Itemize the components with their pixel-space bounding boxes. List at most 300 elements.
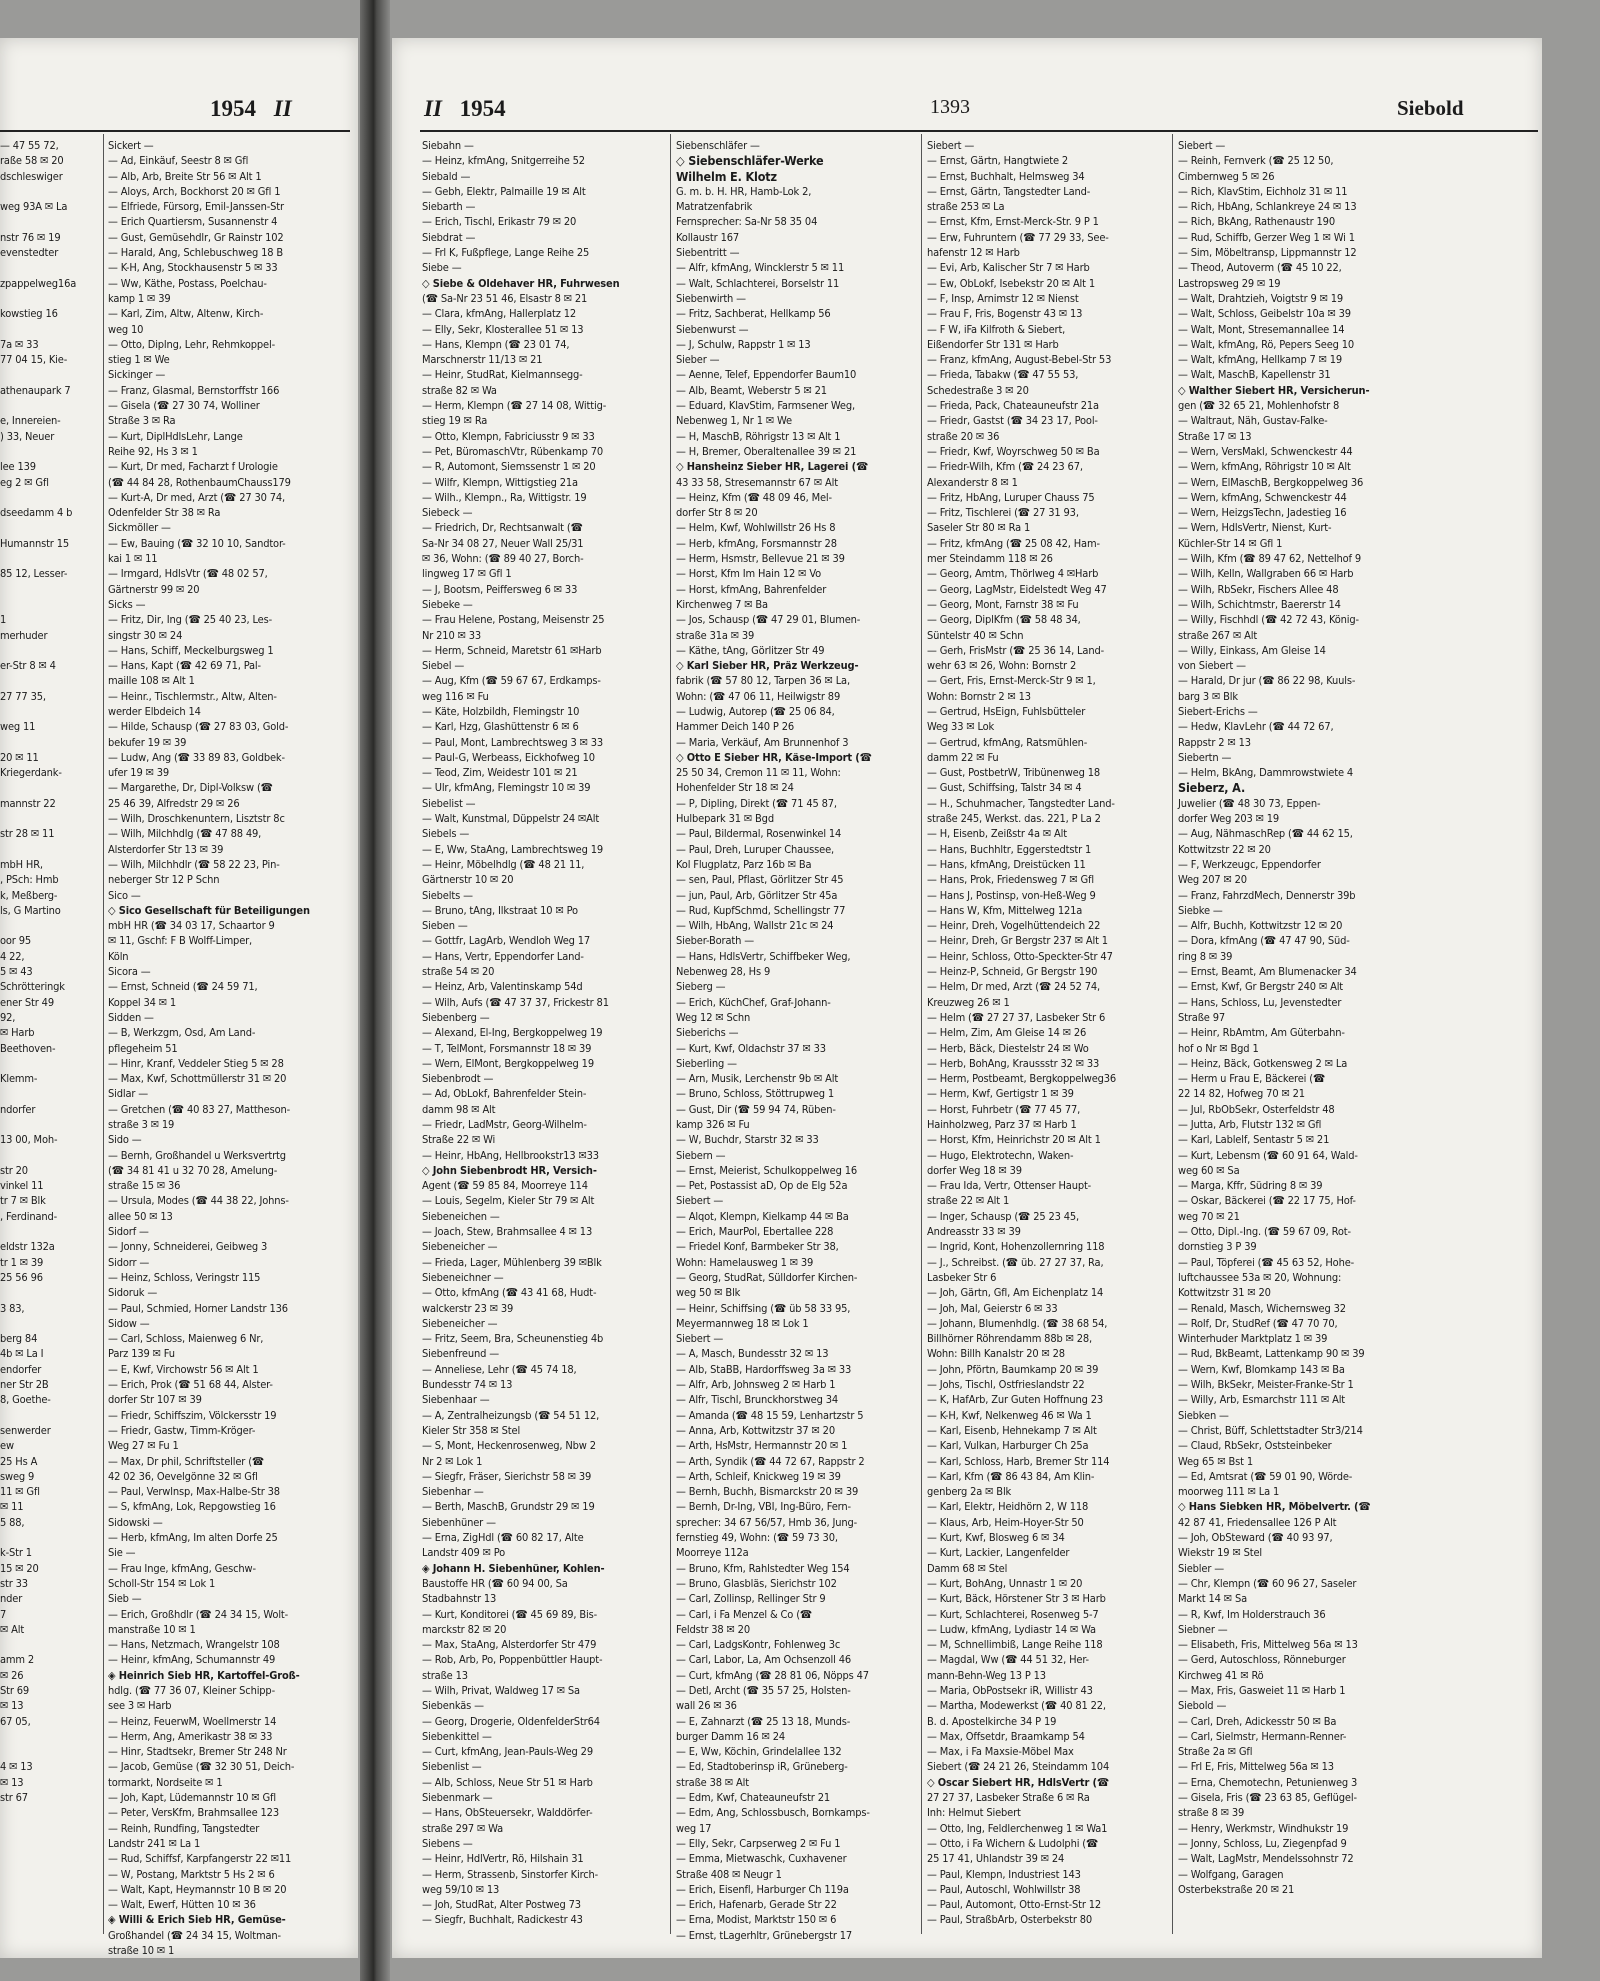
directory-line: — 47 55 72,: [0, 139, 59, 152]
right-page-header: [424, 96, 506, 122]
directory-line: — jun, Paul, Arb, Görlitzer Str 45a: [676, 888, 838, 902]
directory-line: — Ww, Käthe, Postass, Poelchau-: [108, 276, 267, 290]
directory-line: 25 Hs A: [0, 1454, 38, 1468]
directory-line: Sickmöller —: [108, 521, 171, 535]
directory-line: weg 10: [108, 322, 144, 336]
directory-line: Beethoven-: [0, 1041, 56, 1055]
directory-line: — Hugo, Elektrotechn, Waken-: [927, 1148, 1074, 1162]
directory-line: — Helm, Kwf, Wohlwillstr 26 Hs 8: [676, 521, 836, 535]
directory-line: [0, 520, 100, 535]
directory-line: — Helm, Dr med, Arzt (☎ 24 52 74,: [927, 980, 1101, 994]
directory-line: — Henry, Werkmstr, Windhukstr 19: [1178, 1821, 1349, 1835]
directory-line: — Rud, BkBeamt, Lattenkamp 90 ✉ 39: [1178, 1347, 1365, 1361]
directory-line: Marschnerstr 11/13 ✉ 21: [422, 353, 543, 367]
directory-line: — Fritz, Seem, Bra, Scheunenstieg 4b: [422, 1332, 604, 1346]
directory-line: Eißendorfer Str 131 ✉ Harb: [927, 337, 1059, 351]
directory-line: — Willy, Fischhdl (☎ 42 72 43, König-: [1178, 613, 1359, 627]
directory-line: — Fritz, HbAng, Luruper Chauss 75: [927, 490, 1095, 504]
directory-line: e, Innereien-: [0, 414, 61, 428]
directory-line: — Heinr, StudRat, Kielmannsegg-: [422, 368, 583, 382]
left-header-volume: II: [273, 96, 292, 121]
directory-line: damm 98 ✉ Alt: [422, 1102, 496, 1116]
directory-line: — Ad, ObLokf, Bahrenfelder Stein-: [422, 1087, 587, 1101]
directory-line: von Siebert —: [1178, 659, 1246, 673]
directory-line: — Wern, kfmAng, Schwenckestr 44: [1178, 490, 1347, 504]
directory-line: 1: [0, 613, 7, 627]
directory-line: Siebel —: [422, 659, 465, 673]
directory-line: kamp 326 ✉ Fu: [676, 1118, 750, 1131]
directory-line: [0, 735, 100, 750]
directory-line: Kieler Str 358 ✉ Stel: [422, 1423, 521, 1437]
directory-line: Agent (☎ 59 85 84, Moorreye 114: [422, 1179, 588, 1193]
directory-line: Siebenkittel —: [422, 1729, 492, 1743]
directory-line: mannstr 22: [0, 796, 56, 810]
directory-line: ◈ Willi & Erich Sieb HR, Gemüse-: [108, 1913, 286, 1927]
directory-line: ✉ 26: [0, 1668, 24, 1682]
directory-line: dorfer Weg 18 ✉ 39: [927, 1163, 1022, 1177]
directory-line: — Heinr, Dreh, Vogelhüttendeich 22: [927, 919, 1101, 933]
right-column-4: [1178, 138, 1428, 1938]
directory-line: Sido —: [108, 1133, 142, 1147]
directory-line: Sidden —: [108, 1010, 154, 1024]
directory-line: [0, 551, 100, 566]
directory-line: — Otto, i Fa Wichern & Ludolphi (☎: [927, 1836, 1099, 1850]
directory-line: Landstr 409 ✉ Po: [422, 1546, 506, 1560]
directory-line: [0, 367, 100, 382]
directory-line: Kirchenweg 7 ✉ Ba: [676, 597, 768, 611]
directory-line: Weg 12 ✉ Schn: [676, 1010, 751, 1024]
directory-line: — Gottfr, LagArb, Wendloh Weg 17: [422, 934, 591, 948]
directory-line: — Wilfr, Klempn, Wittigstieg 21a: [422, 475, 578, 489]
directory-line: Schrötteringk: [0, 980, 65, 994]
directory-line: luftchaussee 53a ✉ 20, Wohnung:: [1178, 1270, 1342, 1284]
directory-line: [0, 780, 100, 795]
directory-line: — Wilh, Schichtmstr, Baererstr 14: [1178, 597, 1341, 611]
directory-line: — R, Automont, Siemssenstr 1 ✉ 20: [422, 460, 596, 474]
directory-line: Hulbepark 31 ✉ Bgd: [676, 812, 774, 826]
directory-line: — Willy, Einkass, Am Gleise 14: [1178, 643, 1326, 657]
directory-line: — Paul, Verwlnsp, Max-Halbe-Str 38: [108, 1485, 280, 1499]
directory-line: — Walt, Schloss, Geibelstr 10a ✉ 39: [1178, 307, 1351, 321]
directory-line: weg 60 ✉ Sa: [1178, 1163, 1240, 1177]
directory-line: [0, 597, 100, 612]
directory-line: — Joh, Gärtn, Gfl, Am Eichenplatz 14: [927, 1286, 1104, 1300]
directory-line: — Ernst, Meierist, Schulkoppelweg 16: [676, 1163, 857, 1177]
column-divider: [1172, 134, 1173, 1934]
directory-line: manstraße 10 ✉ 1: [108, 1622, 196, 1636]
directory-line: — Max, Dr phil, Schriftsteller (☎: [108, 1454, 265, 1468]
directory-line: — Gisela, Fris (☎ 23 63 85, Geflügel-: [1178, 1791, 1357, 1805]
directory-line: [0, 1530, 100, 1545]
directory-line: — Hans, Schloss, Lu, Jevenstedter: [1178, 995, 1342, 1009]
directory-line: Siebert —: [676, 1332, 724, 1346]
directory-line: — Friedr, Gastw, Timm-Kröger-: [108, 1423, 256, 1437]
directory-line: kamp 1 ✉ 39: [108, 291, 171, 305]
directory-line: Bundesstr 74 ✉ 13: [422, 1378, 513, 1392]
directory-line: — Herm, Postbeamt, Bergkoppelweg36: [927, 1072, 1117, 1086]
directory-line: — Heinr., Tischlermstr., Altw, Alten-: [108, 689, 277, 703]
directory-line: str 20: [0, 1163, 28, 1177]
directory-line: — Paul, Dreh, Luruper Chaussee,: [676, 842, 835, 856]
directory-line: [0, 643, 100, 658]
directory-line: Straße 408 ✉ Neugr 1: [676, 1867, 782, 1881]
directory-line: merhuder: [0, 628, 48, 642]
directory-line: Kol Flugplatz, Parz 16b ✉ Ba: [676, 857, 812, 871]
directory-line: ✉ 36, Wohn: (☎ 89 40 27, Borch-: [422, 552, 584, 566]
directory-line: — Carl, Dreh, Adickesstr 50 ✉ Ba: [1178, 1714, 1337, 1728]
right-header-rule: [420, 130, 1538, 132]
directory-line: 7a ✉ 33: [0, 337, 39, 351]
directory-line: — Peter, VersKfm, Brahmsallee 123: [108, 1806, 279, 1820]
book-binding: [360, 0, 390, 1981]
left-column-b: [108, 138, 356, 1958]
directory-line: (☎ Sa-Nr 23 51 46, Elsastr 8 ✉ 21: [422, 291, 588, 305]
directory-line: — Arn, Musik, Lerchenstr 9b ✉ Alt: [676, 1072, 839, 1086]
directory-line: Matratzenfabrik: [676, 200, 753, 214]
directory-line: raße 58 ✉ 20: [0, 154, 64, 168]
directory-line: Landstr 241 ✉ La 1: [108, 1836, 201, 1850]
directory-line: — Kurt, Lackier, Langenfelder: [927, 1546, 1070, 1560]
directory-line: — Teod, Zim, Weidestr 101 ✉ 21: [422, 766, 578, 780]
directory-line: 92,: [0, 1010, 16, 1024]
directory-line: — Alfr, Buchh, Kottwitzstr 12 ✉ 20: [1178, 919, 1343, 933]
directory-line: Meyermannweg 18 ✉ Lok 1: [676, 1316, 809, 1330]
directory-line: pflegeheim 51: [108, 1041, 178, 1055]
directory-line: tormarkt, Nordseite ✉ 1: [108, 1775, 223, 1789]
directory-line: Feldstr 38 ✉ 20: [676, 1622, 750, 1636]
directory-line: — Franz, FahrzdMech, Dennerstr 39b: [1178, 888, 1356, 902]
directory-line: — Horst, kfmAng, Bahrenfelder: [676, 582, 827, 596]
directory-line: str 28 ✉ 11: [0, 827, 55, 841]
directory-line: sprecher: 34 67 56/57, Hmb 36, Jung-: [676, 1515, 858, 1529]
directory-line: Inh: Helmut Siebert: [927, 1806, 1021, 1820]
directory-line: — Hinr, Kranf, Veddeler Stieg 5 ✉ 28: [108, 1056, 284, 1070]
directory-line: — Hans, Prok, Friedensweg 7 ✉ Gfl: [927, 873, 1094, 887]
directory-line: — Hans, HdlsVertr, Schiffbeker Weg,: [676, 949, 851, 963]
directory-line: straße 31a ✉ 39: [676, 628, 755, 642]
directory-line: Siebeneicher —: [422, 1240, 498, 1254]
directory-line: Siebelist —: [422, 796, 476, 810]
directory-line: — Carl, Zollinsp, Rellinger Str 9: [676, 1592, 826, 1606]
directory-line: Siebald —: [422, 169, 471, 183]
directory-line: neberger Str 12 P Schn: [108, 873, 220, 887]
directory-line: tr 7 ✉ Blk: [0, 1194, 46, 1208]
directory-line: — Hedw, KlavLehr (☎ 44 72 67,: [1178, 720, 1334, 734]
directory-line: Sidlar —: [108, 1087, 149, 1101]
directory-line: Gärtnerstr 99 ✉ 20: [108, 582, 200, 596]
directory-line: er-Str 8 ✉ 4: [0, 659, 56, 673]
directory-line: vinkel 11: [0, 1179, 44, 1193]
directory-line: damm 22 ✉ Fu: [927, 750, 999, 764]
directory-line: str 67: [0, 1791, 28, 1805]
directory-line: — Carl, LadgsKontr, Fohlenweg 3c: [676, 1638, 841, 1652]
directory-line: Hohenfelder Str 18 ✉ 24: [676, 781, 794, 795]
directory-line: berg 84: [0, 1332, 38, 1346]
directory-line: ) 33, Neuer: [0, 429, 55, 443]
directory-line: — Karl, Zim, Altw, Altenw, Kirch-: [108, 307, 264, 321]
directory-line: — Maria, ObPostsekr iR, Willistr 43: [927, 1683, 1093, 1697]
directory-line: — Alfr, Tischl, Brunckhorstweg 34: [676, 1393, 838, 1407]
directory-line: Humannstr 15: [0, 536, 70, 550]
directory-line: Siebern —: [676, 1148, 726, 1162]
directory-line: Siebarth —: [422, 200, 476, 214]
directory-line: Baustoffe HR (☎ 60 94 00, Sa: [422, 1576, 568, 1590]
directory-line: Lasbeker Str 6: [927, 1270, 997, 1284]
directory-line: dornstieg 3 P 39: [1178, 1240, 1257, 1254]
directory-line: — J., Schreibst. (☎ üb. 27 27 37, Ra,: [927, 1255, 1104, 1269]
directory-line: weg 93A ✉ La: [0, 200, 68, 214]
directory-line: dseedamm 4 b: [0, 506, 73, 520]
directory-line: Siebenwurst —: [676, 322, 749, 336]
directory-line: — Alfr, Arb, Johnsweg 2 ✉ Harb 1: [676, 1378, 836, 1392]
directory-line: straße 82 ✉ Wa: [422, 383, 497, 397]
directory-line: [0, 1117, 100, 1132]
directory-line: — Theod, Autoverm (☎ 45 10 22,: [1178, 261, 1342, 275]
directory-line: — Hans W, Kfm, Mittelweg 121a: [927, 903, 1083, 917]
directory-line: ◈ Heinrich Sieb HR, Kartoffel-Groß-: [108, 1668, 300, 1682]
directory-line: 27 77 35,: [0, 689, 46, 703]
directory-line: — Heinr, Dreh, Gr Bergstr 237 ✉ Alt 1: [927, 934, 1108, 948]
directory-line: dorfer Str 107 ✉ 39: [108, 1393, 202, 1407]
directory-line: — H, MaschB, Röhrigstr 13 ✉ Alt 1: [676, 429, 841, 443]
directory-line: — John, Pförtn, Baumkamp 20 ✉ 39: [927, 1362, 1099, 1376]
directory-line: ◇ John Siebenbrodt HR, Versich-: [422, 1163, 597, 1177]
directory-line: hafenstr 12 ✉ Harb: [927, 246, 1020, 260]
directory-line: — Hans, Buchhltr, Eggerstedtstr 1: [927, 842, 1092, 856]
directory-line: — H, Eisenb, Zeißstr 4a ✉ Alt: [927, 827, 1067, 841]
directory-line: mann-Behn-Weg 13 P 13: [927, 1668, 1046, 1682]
directory-line: straße 3 ✉ 19: [108, 1118, 175, 1131]
directory-line: — Hans, Netzmach, Wrangelstr 108: [108, 1638, 280, 1652]
directory-line: — Inger, Schausp (☎ 25 23 45,: [927, 1209, 1080, 1223]
directory-line: — P, Dipling, Direkt (☎ 71 45 87,: [676, 796, 837, 810]
directory-line: — Pet, Postassist aD, Op de Elg 52a: [676, 1179, 848, 1193]
directory-line: — Christ, Büff, Schlettstadter Str3/214: [1178, 1423, 1363, 1437]
directory-line: — Chr, Klempn (☎ 60 96 27, Saseler: [1178, 1576, 1357, 1590]
directory-line: — Max, Offsetdr, Braamkamp 54: [927, 1729, 1085, 1743]
directory-line: Siebeck —: [422, 506, 473, 520]
directory-line: Alexanderstr 8 ✉ 1: [927, 475, 1018, 489]
directory-line: [0, 444, 100, 459]
directory-line: — Karl, Eisenb, Hehnekamp 7 ✉ Alt: [927, 1423, 1097, 1437]
directory-line: Wohn: Billh Kanalstr 20 ✉ 28: [927, 1347, 1065, 1361]
directory-line: Sidow —: [108, 1316, 150, 1330]
directory-line: ner Str 2B: [0, 1378, 49, 1392]
directory-line: — Johs, Tischl, Ostfrieslandstr 22: [927, 1378, 1085, 1392]
directory-line: — E, Kwf, Virchowstr 56 ✉ Alt 1: [108, 1362, 259, 1376]
directory-line: — Walt, MaschB, Kapellenstr 31: [1178, 368, 1331, 382]
directory-line: — Aug, NähmaschRep (☎ 44 62 15,: [1178, 827, 1353, 841]
directory-line: Rappstr 2 ✉ 13: [1178, 735, 1251, 749]
directory-line: 25 17 41, Uhlandstr 39 ✉ 24: [927, 1852, 1065, 1866]
directory-line: — E, Zahnarzt (☎ 25 13 18, Munds-: [676, 1714, 851, 1728]
directory-line: — Erna, ZigHdl (☎ 60 82 17, Alte: [422, 1531, 584, 1545]
directory-line: — K-H, Ang, Stockhausenstr 5 ✉ 33: [108, 261, 278, 275]
directory-line: — Willy, Arb, Esmarchstr 111 ✉ Alt: [1178, 1393, 1346, 1407]
directory-line: — E, Ww, Köchin, Grindelallee 132: [676, 1745, 842, 1759]
directory-line: — Kurt, Konditorei (☎ 45 69 89, Bis-: [422, 1607, 598, 1621]
directory-line: — Heinz, Schloss, Veringstr 115: [108, 1270, 261, 1284]
directory-line: Koppel 34 ✉ 1: [108, 995, 177, 1009]
directory-line: sweg 9: [0, 1469, 35, 1483]
directory-line: Sa-Nr 34 08 27, Neuer Wall 25/31: [422, 536, 584, 550]
directory-line: — Ernst, tLagerhltr, Grünebergstr 17: [676, 1928, 853, 1942]
directory-line: 27 27 37, Lasbeker Straße 6 ✉ Ra: [927, 1791, 1090, 1805]
directory-line: straße 297 ✉ Wa: [422, 1821, 503, 1835]
directory-line: Siebens —: [422, 1836, 473, 1850]
directory-line: wall 26 ✉ 36: [676, 1699, 737, 1713]
header-name: Siebold: [1397, 96, 1464, 120]
directory-line: — Kurt, Bäck, Hörstener Str 3 ✉ Harb: [927, 1592, 1106, 1606]
directory-line: straße 22 ✉ Alt 1: [927, 1194, 1010, 1208]
directory-line: — Georg, Amtm, Thörlweg 4 ✉Harb: [927, 567, 1099, 581]
directory-line: k, Meßberg-: [0, 888, 58, 902]
directory-line: Lastropsweg 29 ✉ 19: [1178, 276, 1281, 290]
directory-line: — A, Zentralheizungsb (☎ 54 51 12,: [422, 1408, 600, 1422]
directory-line: dorfer Weg 203 ✉ 19: [1178, 812, 1280, 826]
directory-line: evenstedter: [0, 246, 59, 260]
directory-line: athenaupark 7: [0, 383, 71, 397]
directory-line: Siebenbrodt —: [422, 1072, 494, 1086]
directory-line: — Ernst, Beamt, Am Blumenacker 34: [1178, 965, 1357, 979]
directory-line: — Arth, Schleif, Knickweg 19 ✉ 39: [676, 1469, 841, 1483]
directory-line: — Ed, Stadtoberinsp iR, Grüneberg-: [676, 1760, 848, 1774]
directory-line: — Otto, kfmAng (☎ 43 41 68, Hudt-: [422, 1286, 597, 1300]
directory-line: ◇ Siebe & Oldehaver HR, Fuhrwesen: [422, 276, 620, 290]
directory-line: — Elfriede, Fürsorg, Emil-Janssen-Str: [108, 200, 284, 214]
directory-line: genberg 2a ✉ Blk: [927, 1485, 1012, 1499]
left-column-a: [0, 138, 100, 1938]
directory-line: Siebenfreund —: [422, 1347, 499, 1361]
directory-line: mbH HR,: [0, 857, 43, 871]
directory-line: — Ludwig, Autorep (☎ 25 06 84,: [676, 704, 835, 718]
directory-line: — Heinz-P, Schneid, Gr Bergstr 190: [927, 965, 1098, 979]
directory-line: — Detl, Archt (☎ 35 57 25, Holsten-: [676, 1683, 851, 1697]
directory-line: ◇ Hansheinz Sieber HR, Lagerei (☎: [676, 460, 869, 474]
directory-line: — Gust, Dir (☎ 59 94 74, Rüben-: [676, 1102, 836, 1116]
directory-line: [0, 1637, 100, 1652]
directory-line: — Jos, Schausp (☎ 47 29 01, Blumen-: [676, 613, 861, 627]
directory-line: — Gertrud, kfmAng, Ratsmühlen-: [927, 735, 1088, 749]
directory-line: 20 ✉ 11: [0, 750, 39, 764]
directory-line: werder Elbdeich 14: [108, 704, 201, 718]
directory-line: [0, 1729, 100, 1744]
directory-line: — Ernst, Schneid (☎ 24 59 71,: [108, 980, 258, 994]
directory-line: ls, G Martino: [0, 903, 61, 917]
directory-line: — Herm, Ang, Amerikastr 38 ✉ 33: [108, 1729, 273, 1743]
directory-line: dschleswiger: [0, 169, 63, 183]
directory-line: 67 05,: [0, 1714, 31, 1728]
right-header-year: 1954: [459, 96, 506, 121]
directory-line: nder: [0, 1592, 23, 1606]
directory-line: — W, Buchdr, Starstr 32 ✉ 33: [676, 1133, 819, 1147]
directory-line: Wohn: Bornstr 2 ✉ 13: [927, 689, 1031, 703]
directory-line: 5 88,: [0, 1515, 25, 1529]
page-number: 1393: [930, 96, 970, 118]
directory-line: — Paul, Bildermal, Rosenwinkel 14: [676, 827, 842, 841]
directory-line: 8, Goethe-: [0, 1393, 51, 1407]
directory-line: Siebeneicher —: [422, 1316, 498, 1330]
directory-line: — Gisela (☎ 27 30 74, Wolliner: [108, 399, 260, 413]
directory-line: — Anneliese, Lehr (☎ 45 74 18,: [422, 1362, 577, 1376]
directory-line: — Kurt, BohAng, Unnastr 1 ✉ 20: [927, 1576, 1083, 1590]
directory-line: — Reinh, Rundfing, Tangstedter: [108, 1821, 260, 1835]
directory-line: — Friedrich, Dr, Rechtsanwalt (☎: [422, 521, 583, 535]
directory-line: [0, 1148, 100, 1163]
directory-line: — Walt, Ewerf, Hütten 10 ✉ 36: [108, 1898, 256, 1912]
directory-line: [0, 184, 100, 199]
directory-line: — Paul, StraßbArb, Osterbekstr 80: [927, 1913, 1093, 1927]
directory-line: — Frieda, Tabakw (☎ 47 55 53,: [927, 368, 1079, 382]
directory-line: , PSch: Hmb: [0, 873, 59, 887]
directory-line: Sieb —: [108, 1592, 142, 1606]
left-header-rule: [0, 130, 350, 132]
directory-line: — Oskar, Bäckerei (☎ 22 17 75, Hof-: [1178, 1194, 1356, 1208]
directory-line: — Alb, Arb, Breite Str 56 ✉ Alt 1: [108, 169, 262, 183]
directory-line: — Arth, Syndik (☎ 44 72 67, Rappstr 2: [676, 1454, 865, 1468]
directory-line: — Heinr, HbAng, Hellbrookstr13 ✉33: [422, 1148, 599, 1162]
directory-line: — Hans, Kapt (☎ 42 69 71, Pal-: [108, 659, 261, 673]
directory-line: [0, 322, 100, 337]
directory-line: lee 139: [0, 460, 36, 474]
directory-line: — Herm, Schneid, Maretstr 61 ✉Harb: [422, 643, 602, 657]
directory-line: — Joach, Stew, Brahmsallee 4 ✉ 13: [422, 1225, 593, 1239]
directory-line: — Harald, Ang, Schlebuschweg 18 B: [108, 246, 284, 260]
directory-line: G. m. b. H. HR, Hamb-Lok 2,: [676, 184, 812, 198]
directory-line: weg 116 ✉ Fu: [422, 689, 489, 703]
directory-line: straße 13: [422, 1668, 468, 1682]
directory-line: [0, 704, 100, 719]
directory-line: Siebert —: [676, 1194, 724, 1208]
directory-line: — Herm, Kwf, Gertigstr 1 ✉ 39: [927, 1087, 1074, 1101]
directory-line: — Carl, i Fa Menzel & Co (☎: [676, 1607, 813, 1621]
column-divider: [921, 134, 922, 1934]
directory-line: — Hans J, Postinsp, von-Heß-Weg 9: [927, 888, 1096, 902]
right-header-volume: II: [424, 96, 442, 121]
directory-line: — B, Werkzgm, Osd, Am Land-: [108, 1026, 256, 1040]
directory-line: — Horst, Kfm, Heinrichstr 20 ✉ Alt 1: [927, 1133, 1101, 1147]
directory-line: Großhandel (☎ 24 34 15, Woltman-: [108, 1928, 281, 1942]
directory-line: — Ernst, Kfm, Ernst-Merck-Str. 9 P 1: [927, 215, 1099, 229]
directory-line: — Ernst, Buchhalt, Helmsweg 34: [927, 169, 1085, 183]
directory-line: Siebertn —: [1178, 750, 1232, 764]
directory-line: — Otto, Klempn, Fabriciusstr 9 ✉ 33: [422, 429, 595, 443]
directory-line: — Karl, Kfm (☎ 86 43 84, Am Klin-: [927, 1469, 1095, 1483]
directory-line: — Heinz, Arb, Valentinskamp 54d: [422, 980, 583, 994]
directory-line: — Bruno, Schloss, Stöttrupweg 1: [676, 1087, 835, 1101]
directory-line: — Erw, Fuhruntern (☎ 77 29 33, See-: [927, 230, 1109, 244]
directory-line: Sidowski —: [108, 1515, 163, 1529]
directory-line: — Erich, Prok (☎ 51 68 44, Alster-: [108, 1378, 273, 1392]
directory-line: — Bruno, tAng, Ilkstraat 10 ✉ Po: [422, 903, 578, 917]
directory-line: Siebenschläfer —: [676, 139, 760, 152]
directory-line: — Paul, Schmied, Horner Landstr 136: [108, 1301, 288, 1315]
directory-line: 5 ✉ 43: [0, 965, 33, 979]
directory-line: — S, kfmAng, Lok, Repgowstieg 16: [108, 1500, 276, 1514]
directory-line: — Berth, MaschB, Grundstr 29 ✉ 19: [422, 1500, 595, 1514]
directory-line: — Ew, ObLokf, Isebekstr 20 ✉ Alt 1: [927, 276, 1096, 290]
directory-line: straße 245, Werkst. das. 221, P La 2: [927, 812, 1101, 826]
directory-line: — Paul, Autoschl, Wohlwillstr 38: [927, 1882, 1081, 1896]
directory-line: (☎ 44 84 28, RothenbaumChauss179: [108, 475, 291, 489]
directory-line: Siebeneichner —: [422, 1270, 504, 1284]
directory-line: — Elly, Sekr, Carpserweg 2 ✉ Fu 1: [676, 1836, 841, 1850]
directory-line: Fernsprecher: Sa-Nr 58 35 04: [676, 215, 818, 229]
directory-line: ◇ Otto E Sieber HR, Käse-Import (☎: [676, 750, 872, 764]
directory-line: straße 8 ✉ 39: [1178, 1806, 1245, 1820]
directory-line: straße 20 ✉ 36: [927, 429, 1000, 443]
directory-line: senwerder: [0, 1423, 51, 1437]
